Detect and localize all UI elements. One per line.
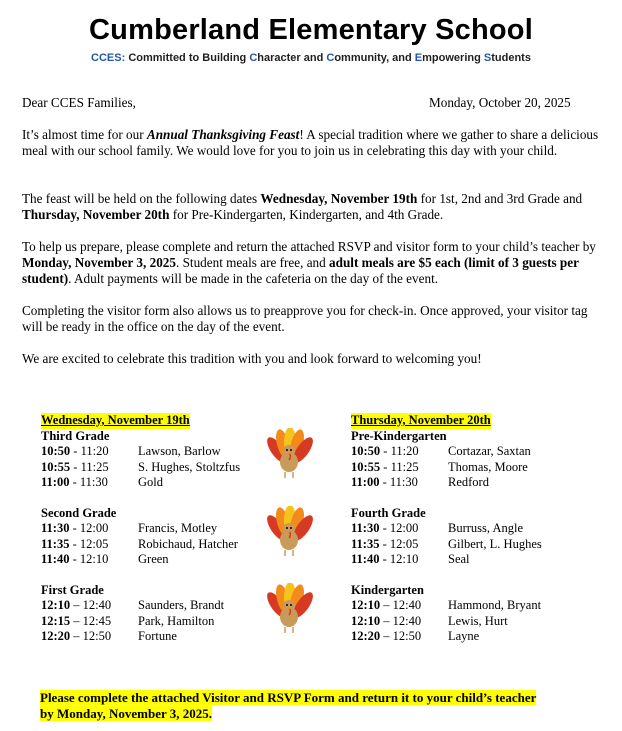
grade-title: Second Grade — [41, 505, 117, 520]
grade-group — [351, 429, 591, 491]
table-row: 12:20 – 12:50 Fortune — [41, 629, 177, 643]
school-motto: CCES: Committed to Building Character and Community, and Empowering Students — [91, 52, 531, 64]
paragraph-visitor-form: Completing the visitor form also allows us to preapprove you for check-in. Once approved, your visitor tag will be ready in the office on the day of the event. — [22, 303, 588, 334]
grade-group — [41, 506, 271, 568]
grade-title: Fourth Grade — [351, 505, 426, 520]
grade-title: Third Grade — [41, 428, 110, 443]
table-row: 12:20 – 12:50 Layne — [351, 629, 480, 643]
table-row: 11:30 - 12:00 Burruss, Angle — [351, 521, 523, 535]
paragraph-rsvp: To help us prepare, please complete and return the attached RSVP and visitor form to your child’s teacher by Monday, November 3, 2025. Student meals are free, and adult meals are $5 each (limit of 3 guests per student). Adult payments will be made in the cafeteria on the day of the event. — [22, 239, 596, 286]
paragraph-dates: The feast will be held on the following dates Wednesday, November 19th for 1st, 2nd and 3rd Grade and Thursday, November 20th for Pre-Kindergarten, Kindergarten, and 4th Grade. — [22, 191, 583, 222]
grade-group — [351, 583, 591, 645]
table-row: 12:10 – 12:40 Saunders, Brandt — [41, 598, 225, 612]
table-row: 11:30 - 12:00 Francis, Motley — [41, 521, 218, 535]
table-row: 12:10 – 12:40 Hammond, Bryant — [351, 598, 542, 612]
table-row: 12:15 – 12:45 Park, Hamilton — [41, 613, 215, 628]
day-header: Wednesday, November 19th — [41, 413, 190, 427]
table-row: 11:40 - 12:10 Green — [41, 552, 169, 566]
day-header: Thursday, November 20th — [351, 413, 491, 427]
grade-title: Kindergarten — [351, 582, 424, 597]
table-row: 11:35 - 12:05 Gilbert, L. Hughes — [351, 536, 542, 551]
grade-group — [41, 429, 271, 491]
grade-title: Pre-Kindergarten — [351, 428, 447, 443]
schedule-wednesday — [41, 413, 271, 645]
turkey-icon — [263, 583, 313, 643]
paragraph-closing: We are excited to celebrate this tradition with you and look forward to welcoming you! — [22, 351, 482, 366]
table-row: 11:00 - 11:30 Redford — [351, 475, 489, 489]
footer-reminder: Please complete the attached Visitor and RSVP Form and return it to your child’s teacher by Monday, November 3, 2025. — [40, 690, 537, 721]
turkey-icon — [263, 506, 313, 566]
table-row: 10:50 - 11:20 Cortazar, Saxtan — [351, 444, 531, 458]
grade-group — [41, 583, 271, 645]
school-title: Cumberland Elementary School — [89, 14, 533, 46]
letter-date: Monday, October 20, 2025 — [429, 95, 571, 110]
turkey-icon — [263, 428, 313, 488]
greeting: Dear CCES Families, — [22, 95, 136, 110]
table-row: 12:10 – 12:40 Lewis, Hurt — [351, 613, 508, 628]
table-row: 10:55 - 11:25 Thomas, Moore — [351, 459, 528, 474]
table-row: 10:50 - 11:20 Lawson, Barlow — [41, 444, 221, 458]
table-row: 11:35 - 12:05 Robichaud, Hatcher — [41, 536, 238, 551]
grade-group — [351, 506, 591, 568]
paragraph-intro: It’s almost time for our Annual Thanksgiving Feast! A special tradition where we gather to share a delicious meal with our school family. We would love for you to join us in celebrating this day with your child. — [22, 127, 599, 158]
schedule-thursday — [351, 413, 591, 645]
table-row: 11:00 - 11:30 Gold — [41, 475, 163, 489]
table-row: 10:55 - 11:25 S. Hughes, Stoltzfus — [41, 459, 241, 474]
grade-title: First Grade — [41, 582, 104, 597]
table-row: 11:40 - 12:10 Seal — [351, 552, 470, 566]
